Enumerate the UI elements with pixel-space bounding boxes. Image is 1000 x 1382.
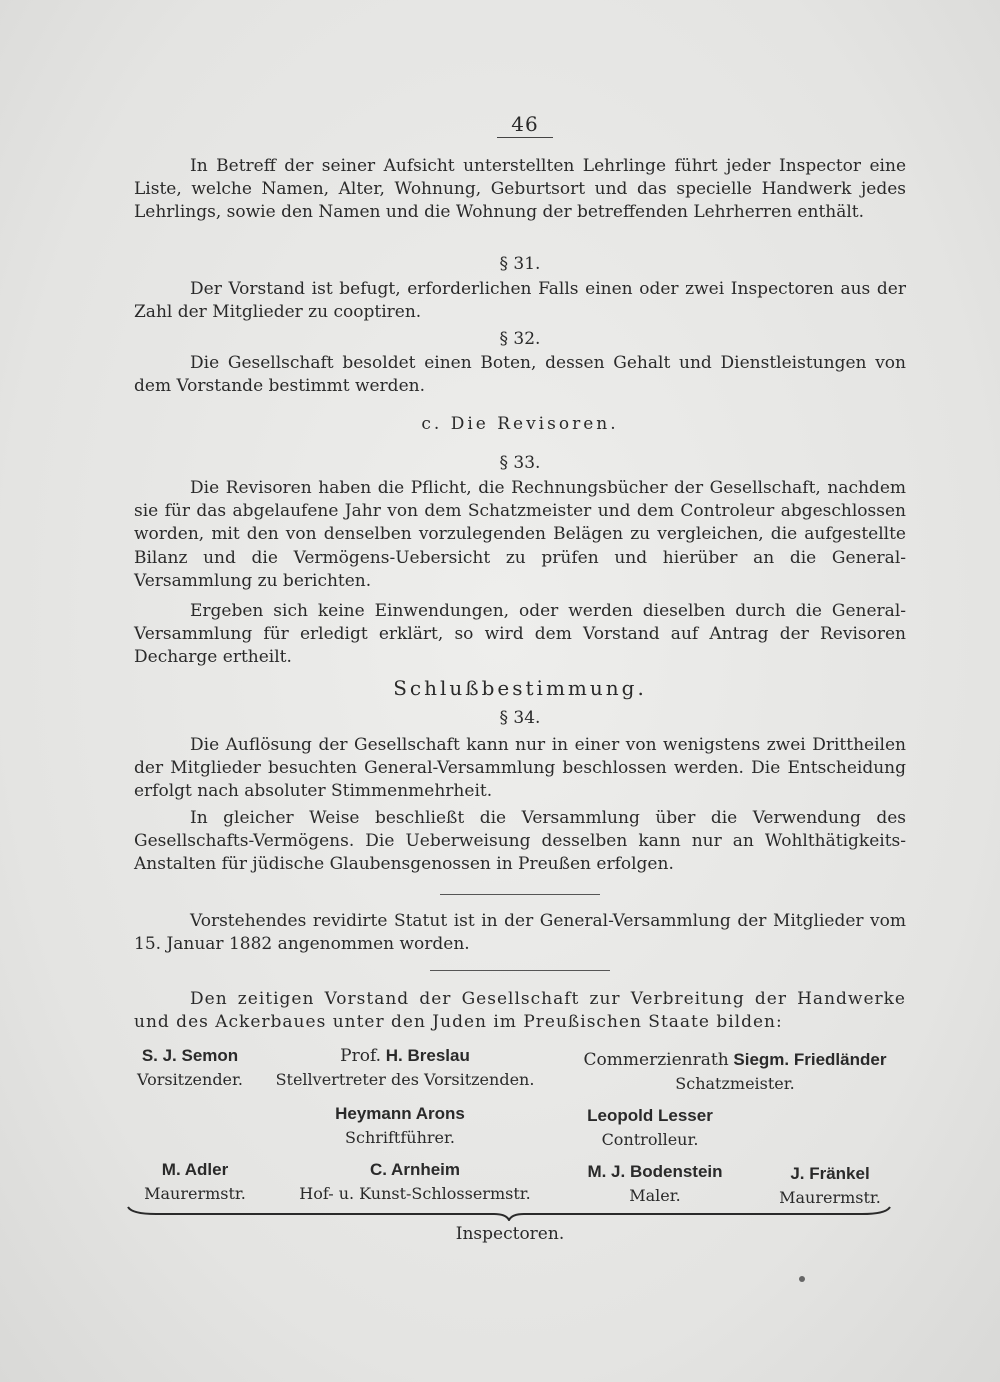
signatory-bodenstein bbox=[560, 1160, 750, 1208]
section-33-text-1: Die Revisoren haben die Pflicht, die Rechnungsbücher der Gesellschaft, nachdem sie für das abgelaufene Jahr von dem Schatzmeister und dem Controleur abgeschlossen worden, mit den von denselben vorzulegenden Belägen zu vergleichen, die aufgestellte Bilanz und die Vermögens-Uebersicht zu prüfen und hierüber an die General-Versammlung zu berichten. bbox=[134, 478, 906, 591]
signatory-name: J. Fränkel bbox=[790, 1164, 870, 1183]
statute-note: Vorstehendes revidirte Statut ist in der General-Versammlung der Mitglieder vom 15. Januar 1882 angenommen worden. bbox=[134, 911, 906, 955]
heading-schlussbestimmung: Schlußbestimmung. bbox=[393, 676, 647, 700]
paper-speck bbox=[799, 1276, 805, 1282]
section-c-title: c. Die Revisoren. bbox=[421, 414, 619, 434]
signatory-lesser bbox=[550, 1104, 750, 1152]
signatory-role: Schatzmeister. bbox=[675, 1074, 795, 1093]
signatory-fraenkel bbox=[760, 1162, 900, 1210]
signatory-title: Prof. bbox=[340, 1046, 382, 1066]
signatory-name: Heymann Arons bbox=[335, 1104, 465, 1123]
intro-paragraph: In Betreff der seiner Aufsicht unterstellten Lehrlinge führt jeder Inspector eine Liste, welche Namen, Alter, Wohnung, Geburtsort und das specielle Handwerk jedes Lehrlings, sowie den Namen und die Wohnung der betreffenden Lehrherren enthält. bbox=[134, 156, 906, 223]
signatory-semon bbox=[110, 1044, 270, 1092]
board-intro: Den zeitigen Vorstand der Gesellschaft zur Verbreitung der Handwerke und des Ackerbaues unter den Juden im Preußischen Staate bilden: bbox=[134, 989, 906, 1033]
section-31-text: Der Vorstand ist befugt, erforderlichen Falls einen oder zwei Inspectoren aus der Zahl der Mitglieder zu cooptiren. bbox=[134, 279, 906, 323]
section-31-number: § 31. bbox=[499, 254, 541, 274]
signatory-name: M. Adler bbox=[161, 1160, 229, 1179]
signatory-friedlaender bbox=[560, 1048, 910, 1096]
signatory-breslau bbox=[270, 1044, 540, 1092]
signatory-role: Maler. bbox=[629, 1186, 681, 1205]
signatory-role: Hof- u. Kunst-Schlossermstr. bbox=[299, 1184, 531, 1203]
signatory-name: S. J. Semon bbox=[141, 1046, 239, 1065]
page-number-underline bbox=[497, 137, 553, 138]
signatory-role: Schriftführer. bbox=[345, 1128, 455, 1147]
signatory-arons bbox=[300, 1102, 500, 1150]
signatory-name: C. Arnheim bbox=[369, 1160, 461, 1179]
section-33-text-2: Ergeben sich keine Einwendungen, oder werden dieselben durch die General-Versammlung für erledigt erklärt, so wird dem Vorstand auf Antrag der Revisoren Decharge ertheilt. bbox=[134, 601, 906, 668]
section-32-text: Die Gesellschaft besoldet einen Boten, dessen Gehalt und Dienstleistungen von dem Vorstande bestimmt werden. bbox=[134, 353, 906, 397]
signatory-name: Siegm. Friedländer bbox=[733, 1050, 887, 1069]
signatory-role: Stellvertreter des Vorsitzenden. bbox=[275, 1070, 535, 1089]
section-34-text-2: In gleicher Weise beschließt die Versammlung über die Verwendung des Gesellschafts-Vermögens. Die Ueberweisung desselben kann nur an Wohlthätigkeits-Anstalten für jüdische Glaubensgenossen in Preußen erfolgen. bbox=[134, 808, 906, 875]
signatory-name: Leopold Lesser bbox=[587, 1106, 713, 1125]
inspectors-label: Inspectoren. bbox=[455, 1224, 565, 1244]
separator-rule-2 bbox=[430, 970, 610, 971]
section-34-number: § 34. bbox=[499, 708, 541, 728]
signatory-role: Maurermstr. bbox=[144, 1184, 246, 1203]
signatory-title: Commerzienrath bbox=[583, 1050, 729, 1070]
signatory-role: Vorsitzender. bbox=[136, 1070, 243, 1089]
section-32-number: § 32. bbox=[499, 329, 541, 349]
signatory-name: H. Breslau bbox=[385, 1046, 470, 1065]
section-34-text-1: Die Auflösung der Gesellschaft kann nur in einer von wenigstens zwei Drittheilen der Mitglieder besuchten General-Versammlung beschlossen werden. Die Entscheidung erfolgt nach absoluter Stimmenmehrheit. bbox=[134, 735, 906, 802]
signatory-arnheim bbox=[290, 1158, 540, 1206]
signatory-adler bbox=[120, 1158, 270, 1206]
signatory-name: M. J. Bodenstein bbox=[587, 1162, 723, 1181]
page-number: 46 bbox=[511, 112, 539, 136]
inspectors-brace bbox=[126, 1205, 892, 1221]
signatory-role: Maurermstr. bbox=[779, 1188, 881, 1207]
signatory-role: Controlleur. bbox=[601, 1130, 699, 1149]
separator-rule bbox=[440, 894, 600, 895]
section-33-number: § 33. bbox=[499, 453, 541, 473]
